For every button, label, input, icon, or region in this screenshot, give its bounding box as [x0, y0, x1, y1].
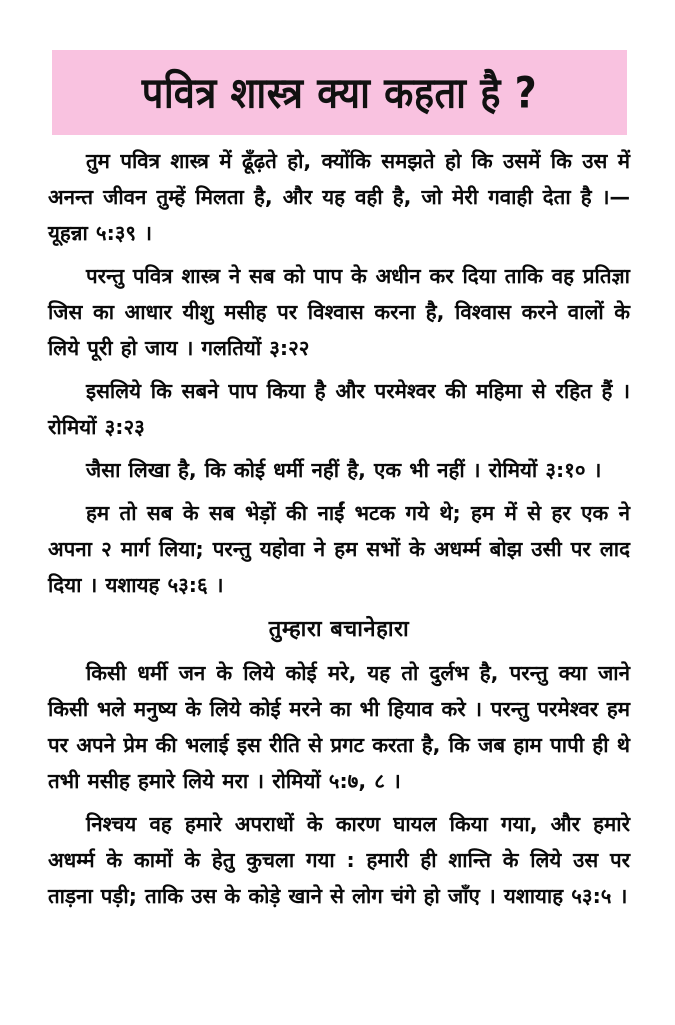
- verse-paragraph-galatians-3-22: परन्तु पवित्र शास्त्र ने सब को पाप के अधीन कर दिया ताकि वह प्रतिज्ञा जिस का आधार यीशु मसीह पर विश्वास करना है, विश्वास करने वालों के लिये पूरी हो जाय । गलतियों ३:२२: [48, 264, 630, 360]
- verse-paragraph-romans-5-7-8: किसी धर्मी जन के लिये कोई मरे, यह तो दुर्लभ है, परन्तु क्या जाने किसी भले मनुष्य के लिये कोई मरने का भी हियाव करे । परन्तु परमेश्वर हम पर अपने प्रेम की भलाई इस रीति से प्रगट करता है, कि जब हाम पापी ही थे तभी मसीह हमारे लिये मरा । रोमियों ५:७, ८ ।: [48, 661, 630, 793]
- body-column: [48, 143, 630, 914]
- verse-paragraph-romans-3-23: इसलिये कि सबने पाप किया है और परमेश्वर की महिमा से रहित हैं । रोमियों ३:२३: [48, 379, 630, 439]
- verse-paragraph-isaiah-53-5: निश्चय वह हमारे अपराधों के कारण घायल किया गया, और हमारे अधर्म्म के कामों के हेतु कुचला गया : हमारी ही शान्ति के लिये उस पर ताड़ना पड़ी; ताकि उस के कोड़े खाने से लोग चंगे हो जाँए । यशायाह ५३:५ ।: [48, 812, 630, 908]
- page-title: पवित्र शास्त्र क्या कहता है ?: [141, 67, 538, 118]
- verse-paragraph-isaiah-53-6: हम तो सब के सब भेड़ों की नाईं भटक गये थे; हम में से हर एक ने अपना २ मार्ग लिया; परन्तु यहोवा ने हम सभों के अधर्म्म बोझ उसी पर लाद दिया । यशायह ५३:६ ।: [48, 501, 630, 597]
- verse-paragraph-john-5-39: तुम पवित्र शास्त्र में ढूँढ़ते हो, क्योंकि समझते हो कि उसमें कि उस में अनन्त जीवन तुम्हें मिलता है, और यह वही है, जो मेरी गवाही देता है ।—यूहन्ना ५:३९ ।: [48, 149, 630, 245]
- section-subheading: तुम्हारा बचानेहारा: [268, 617, 410, 642]
- verse-paragraph-romans-3-10: जैसा लिखा है, कि कोई धर्मी नहीं है, एक भी नहीं । रोमियों ३:१० ।: [86, 458, 602, 482]
- title-banner: [52, 50, 627, 135]
